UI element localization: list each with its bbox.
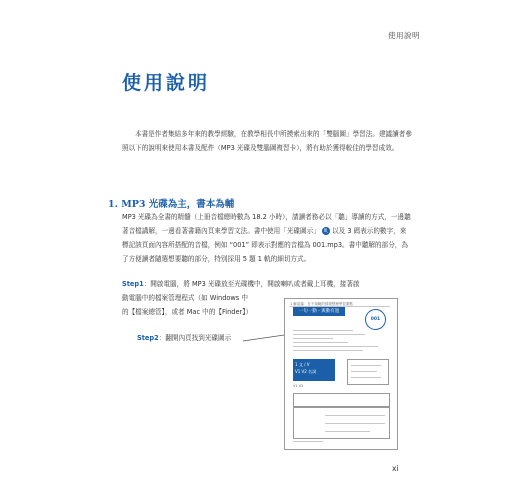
thumbnail-small-text: V1 V2: [293, 384, 304, 388]
intro-paragraph: 本書是作者集結多年來的教學經驗，在教學相長中所摸索出來的「雙腦圖」學習法。建議讀者參照以下的說明來使用本書及配件（MP3 光碟及雙腦圖複習卡），將有助於獲得較佳的學習成效。: [122, 130, 412, 152]
thumbnail-banner: 一句一動 - 與動有過: [293, 307, 345, 316]
step1-label: Step1: [122, 280, 144, 288]
text-line: [351, 377, 381, 378]
section-title: MP3 光碟為主，書本為輔: [121, 199, 235, 210]
text-line: [293, 350, 363, 351]
text-line: [351, 371, 377, 372]
text-line: [293, 338, 333, 339]
text-line: [293, 330, 353, 331]
blue-box-line-1: 1 文 / V: [295, 362, 310, 367]
text-line: [325, 431, 370, 432]
page-number: xi: [392, 464, 399, 473]
thumbnail-header: 1 解說篇：在不規範的情境整理學習重點: [290, 302, 353, 306]
thumbnail-blue-box: [293, 359, 335, 381]
mp3-text-before-icon: MP3 光碟為全書的精髓（上冊音檔總時數為 18.2 小時），請讀者務必以「聽」導讀的方式，一邊聽著音檔講解，一邊看著書籍內頁來學習文法。書中使用「光碟圖示」: [122, 213, 411, 235]
page-title: 使用說明: [122, 72, 211, 94]
step1-line-2: 動電腦中的檔案管理程式（如 Windows 中: [122, 294, 248, 302]
thumbnail-side-box: [347, 359, 389, 385]
step1-text-1: ：開啟電腦，將 MP3 光碟放至光碟機中，開啟喇叭或者戴上耳機，接著啟: [143, 280, 360, 288]
section-number: 1.: [108, 199, 118, 210]
thumbnail-row-box: [293, 393, 390, 407]
step2-text: ：翻開內頁找到光碟圖示: [158, 334, 232, 342]
text-line: [293, 342, 348, 343]
text-line: [293, 334, 365, 335]
text-line: [293, 441, 323, 442]
text-line: [325, 423, 385, 424]
text-line: [293, 346, 378, 347]
track-badge: 001: [365, 309, 386, 330]
cd-icon: ♏: [323, 228, 329, 234]
text-line: [351, 365, 381, 366]
mp3-text-after-icon: 以及 3 碼表示的數字，來標記該頁面內容所搭配的音檔，例如 “001” 即表示對應的音檔為 001.mp3。書中聽解的部分，為了方便讀者隨選想要聽的部分，特別採用 5 題 1 軌的細切方式。: [122, 227, 408, 263]
page-thumbnail: [284, 298, 398, 450]
blue-box-line-2: V1 V2 名詞: [295, 369, 317, 374]
step1-line-3: 的【檔案總管】，或者 Mac 中的【Finder】）: [122, 308, 253, 316]
text-line: [325, 415, 385, 416]
running-head: 使用說明: [388, 31, 420, 40]
step2-label: Step2: [137, 334, 159, 342]
